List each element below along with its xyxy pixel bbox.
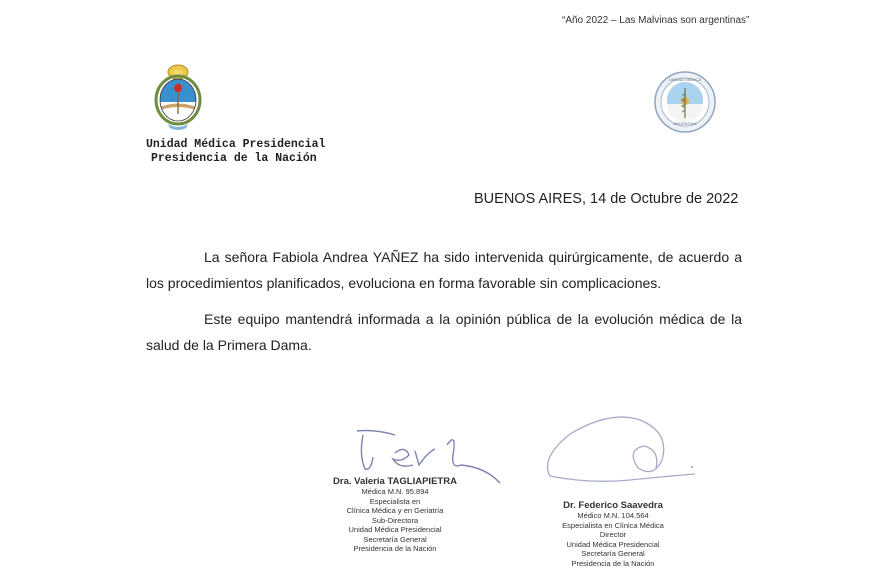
- signer-line: Director: [599, 530, 627, 539]
- signer-line: Secretaría General: [581, 549, 645, 558]
- signer-name: Dra. Valeria TAGLIAPIETRA: [333, 476, 457, 487]
- signature-saavedra-icon: [530, 410, 720, 490]
- paragraph-surgery-status: La señora Fabiola Andrea YAÑEZ ha sido intervenida quirúrgicamente, de acuerdo a los procedimientos planificados, evoluciona en forma favorable sin complicaciones.: [146, 249, 742, 291]
- svg-text:UNIDAD MÉDICA: UNIDAD MÉDICA: [668, 77, 702, 82]
- signer-line: Médico M.N. 104.564: [577, 511, 649, 520]
- signer-line: Secretaría General: [363, 534, 427, 544]
- svg-text:ARGENTINA: ARGENTINA: [673, 121, 697, 126]
- signer-line: Unidad Médica Presidencial: [566, 539, 660, 549]
- signature-block-tagliapietra: [315, 476, 475, 554]
- medical-unit-seal-icon: [653, 70, 717, 134]
- signer-line: Especialista en: [369, 496, 421, 506]
- header-motto: “Año 2022 – Las Malvinas son argentinas”: [562, 15, 750, 26]
- letterhead-unit: Unidad Médica Presidencial: [146, 138, 326, 151]
- signer-line: Clínica Médica y en Geriatría: [346, 506, 444, 515]
- signer-name: Dr. Federico Saavedra: [563, 500, 663, 511]
- letterhead-presidency: Presidencia de la Nación: [151, 152, 317, 165]
- signature-block-saavedra: [528, 500, 698, 568]
- signer-line: Presidencia de la Nación: [571, 558, 655, 568]
- signer-line: Médica M.N. 95.894: [361, 487, 429, 496]
- signer-line: Especialista en Clínica Médica: [562, 520, 664, 530]
- letterhead: [146, 138, 325, 166]
- coat-of-arms-icon: [150, 62, 206, 134]
- statement-body: [146, 244, 742, 368]
- signer-line: Unidad Médica Presidencial: [348, 525, 442, 534]
- date-line: BUENOS AIRES, 14 de Octubre de 2022: [474, 191, 739, 207]
- paragraph-public-updates: Este equipo mantendrá informada a la opinión pública de la evolución médica de la salud de la Primera Dama.: [146, 311, 742, 353]
- signer-line: Sub-Directora: [371, 515, 419, 525]
- signer-line: Presidencia de la Nación: [353, 544, 437, 553]
